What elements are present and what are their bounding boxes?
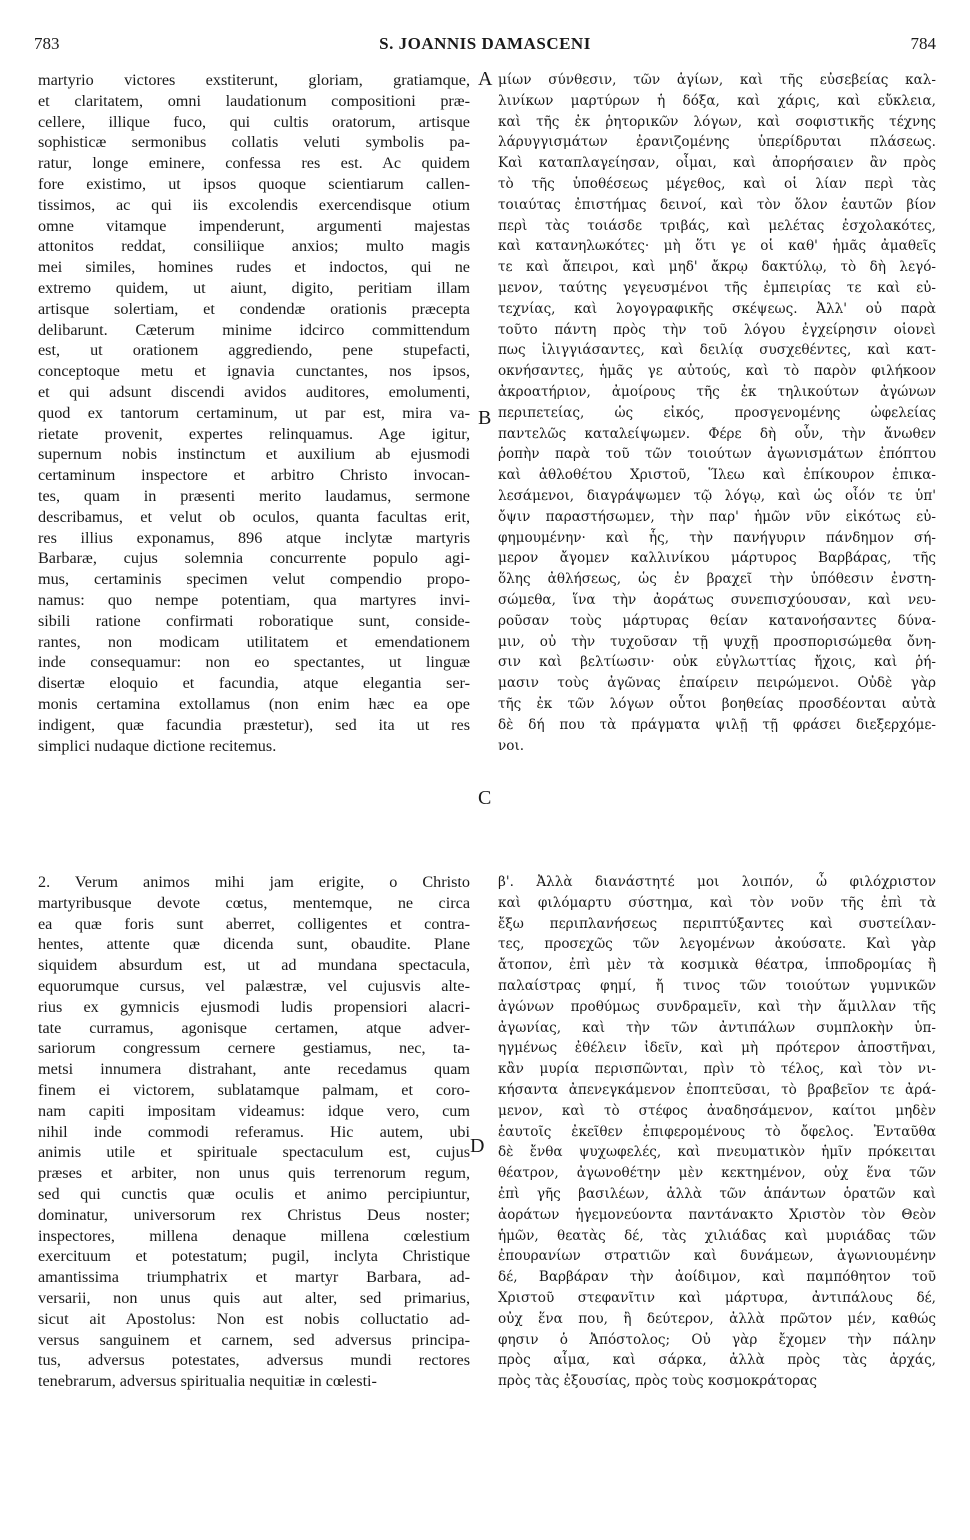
greek-text-line: ἀγωνίας, καὶ τὴν τῶν ἀντιπάλων συμπλοκὴν ὑπ- [498,1019,936,1036]
latin-text-line: martyrio victores exstiterunt, gloriam, gratiamque, [38,71,470,89]
latin-column-block-1 [38,70,470,756]
greek-text-line: ὅλης ἀθλήσεως, ὡς ἐν βραχεῖ τὴν ὑπόθεσιν ἐνστη- [498,571,936,588]
margin-letter-d: D [470,1135,485,1157]
latin-text-line: artisque solertiam, et condendæ orationis præcepta [38,299,470,318]
greek-text-line: οὐχ ἕνα που, ἢ δεύτερον, ἀλλὰ πρῶτον μέν, καθώς [498,1310,936,1327]
latin-text-line: indigent, quæ facundia præstetur), sed ita ut res [38,715,470,734]
greek-text-line: ὄψιν παραστήσωμεν, τὴν παρ' ἡμῶν νῦν εἰκότως εὐ- [498,508,936,525]
greek-text-line: τὸ τῆς ὑποθέσεως μέγεθος, καὶ οἱ λίαν περὶ τὰς [498,175,936,192]
greek-text-line: ηγμένως ἐθέλειν ἰδεῖν, καὶ μὴ πρότερον ἀποστῆναι, [498,1040,936,1057]
greek-text-line: ἔξω περιπλανήσεως περιπτύξαντες καὶ συστείλαν- [498,915,936,932]
greek-text-line: καὶ τῆς ἐκ ῥητορικῶν λόγων, καὶ σοφιστικῆς τέχνης [498,113,936,130]
page-header [34,34,936,58]
latin-text-line: ratur, longe eminere, confessa res est. Ac quidem [38,154,470,173]
greek-text-line: περὶ τὰς τοιάσδε τριβάς, καὶ μελέτας ἐσχολακότες, [498,217,936,234]
greek-column-block-1 [498,70,936,756]
latin-text-line: conceptoque metu et ignavia cunctantes, nos ipsos, [38,362,470,381]
latin-text-line: versus sanguinem et carnem, sed adversus principa- [38,1330,470,1349]
greek-text-line: θέατρον, ἀγωνοθέτην μὲν κεκτημένον, οὐχ ἕνα τῶν [498,1165,936,1182]
greek-text-line: ἀοράτων ἡγεμονεύοντα παντάνακτο Χριστὸν τὸν Θεὸν [498,1206,936,1223]
greek-text-line: ἀγώνων προθύμως συνδραμεῖν, καὶ τὴν ἅμιλλαν τῆς [498,998,936,1015]
latin-text-line: metsi innumera distrahant, ante recedamus quam [38,1060,470,1079]
latin-text-line: animis utile et spirituale spectaculum est, cujus [38,1143,470,1162]
greek-text-line: δὲ ἔνθα ψυχωφελές, καὶ πνευματικὸν ἡμῖν πρόκειται [498,1144,936,1161]
latin-text-line: sed qui cunctis quæ oculis et animo percipiuntur, [38,1184,470,1203]
latin-text-line: tate curramus, agonisque certamen, atque adver- [38,1018,470,1037]
latin-text-line: tes, quam in præsenti merito laudamus, sermone [38,486,470,505]
greek-text-line: πρὸς αἷμα, καὶ σάρκα, ἀλλὰ πρὸς τὰς ἀρχάς, [498,1352,936,1369]
latin-text-line: finem ei victorem, sublatamque palmam, et coro- [38,1080,470,1099]
greek-text-line: παντελῶς καταλείψωμεν. Φέρε δὴ οὖν, τὴν ἄνωθεν [498,425,936,442]
latin-text-line: rantes, non modicam utilitatem et emendationem [38,632,470,651]
latin-text-line: amantissima triumphatrix et martyr Barbara, ad- [38,1268,470,1287]
greek-text-line: μενον, καὶ τὸ στέφος ἀναδησάμενον, καίτοι μηδὲν [498,1102,936,1119]
page-number-right: 784 [910,34,936,53]
latin-text-line: simplici nudaque dictione recitemus. [38,736,277,755]
latin-text-line: sophisticæ sermonibus collatis veluti symbolis pa- [38,133,470,152]
latin-text-line: et claritatem, omni laudationum compositioni præ- [38,91,470,110]
latin-column-block-2 [38,872,470,1392]
greek-text-line: δὲ δή που τὰ πράγματα ψιλῇ τῇ φράσει διεξερχόμε- [498,716,936,733]
latin-text-line: delibarunt. Cæterum minime idcirco committendum [38,320,470,339]
latin-text-line: et qui adsunt discendi avidos auditores, emolumenti, [38,382,470,401]
margin-letter-a: A [478,68,493,90]
greek-text-line: κἂν μυρία περισπῶνται, πρὶν τὸ τέλος, καὶ τὸν νι- [498,1061,936,1078]
greek-text-line: ροῦσαν τοὺς μάρτυρας θείαν κατανοήσαντες δύνα- [498,612,936,629]
latin-text-line: tissimos, ac qui iis excolendis exercendisque otium [38,195,470,214]
greek-text-line: ἄτοπον, ἐπὶ μὲν τὰ κοσμικὰ θέατρα, ἱπποδρομίας ἢ [498,957,936,974]
latin-text-line: supernum nobis instinctum et auxilium ab ejusmodi [38,445,470,464]
greek-text-line: νοι. [498,737,525,754]
latin-text-line: dominatur, universorum rex Christus Deus noster; [38,1205,470,1224]
latin-text-line: cellere, illique fuco, qui cultis oratorum, artisque [38,112,470,131]
greek-text-line: λινίκων μαρτύρων ἡ δόξα, καὶ χάρις, καὶ εὔκλεια, [498,92,936,109]
greek-text-line: Χριστοῦ στεφανῖτιν καὶ μάρτυρα, ἀντιπάλους δέ, [498,1289,936,1306]
latin-text-line: Barbaræ, cujus solemnia concurrente populo agi- [38,549,470,568]
greek-text-line: σώμεθα, ἵνα τὴν ἀοράτως συνεπισχύουσαν, καὶ νευ- [498,591,936,608]
latin-text-line: nihil inde commodi referamus. Hic autem, ubi [38,1122,470,1141]
margin-letter-b: B [478,407,492,429]
greek-text-line: τεχνίας, καὶ λογογραφικῆς σκέψεως. Ἀλλ' οὐ παρὰ [498,300,936,317]
latin-text-line: sariorum congressum cernere gestiamus, nec, ta- [38,1039,470,1058]
latin-text-line: rius ex gymnicis ejusmodi ludis propensiori alacri- [38,997,470,1016]
greek-text-line: λάρυγγισμάτων ἐρανιζομένης ὑπερίδρυται πλάσεως. [498,134,936,151]
greek-text-line: πως ἰλιγγιάσαντες, καὶ δειλίᾳ συσχεθέντες, καὶ κατ- [498,342,936,359]
greek-text-line: καὶ φιλόμαρτυ σύστημα, καὶ τὸν νοῦν τῆς ἐπὶ τὰ [498,894,936,911]
latin-text-line: exercituum et potestatum; pugil, inclyta Christique [38,1247,470,1266]
greek-text-line: καὶ κατανηλωκότες· μὴ ὅτι γε οἱ καθ' ἡμᾶς ἀμαθεῖς [498,238,936,255]
latin-text-line: extremo quidem, ut aiunt, digito, peritiam illam [38,278,470,297]
latin-text-line: disertæ eloquio et facundia, atque elegantia ser- [38,674,470,693]
greek-text-line: ἀκροατήριον, ἀμοίρους τῆς ἐκ τηλικούτων ἀγώνων [498,383,936,400]
latin-text-line: 2. Verum animos mihi jam erigite, o Christo [38,873,470,891]
latin-text-line: præses et arbiter, non unus quis terrenorum regum, [38,1164,470,1183]
greek-text-line: ἐπὶ γῆς βασιλέων, ἀλλὰ τῶν ἁπάντων ὁρατῶν καὶ [498,1185,936,1202]
greek-text-line: καὶ ἀθλοθέτου Χριστοῦ, Ἵλεω καὶ ἐπίκουρον ἐπικα- [498,467,936,484]
latin-text-line: res illius exponamus, 896 atque inclytæ martyris [38,528,470,547]
greek-text-line: ῥοπὴν παρὰ τοῦ τῶν τοιούτων ἀγωνισμάτων ἐπόπτου [498,446,936,463]
greek-text-line: μενον, ταύτης γεγευσμένοι τῆς ἐμπειρίας τε καὶ εὐ- [498,279,936,296]
greek-text-line: β'. Ἀλλὰ διανάστητέ μοι λοιπόν, ὦ φιλόχριστον [498,874,936,890]
page-number-left: 783 [34,34,60,53]
running-title: S. JOANNIS DAMASCENI [379,34,591,53]
greek-text-line: δέ, Βαρβάραν τὴν ἀοίδιμον, καὶ παμπόθητον τοῦ [498,1269,936,1286]
greek-text-line: μασιν τοὺς ἀγῶνας ἐπαίρειν πειρώμενοι. Οὐδὲ γὰρ [498,675,936,692]
latin-text-line: ea quæ foris sunt aberret, colligentes et contra- [38,914,470,933]
latin-text-line: certaminum inspectore et arbitro Christo invocan- [38,466,470,485]
greek-text-line: περιπετείας, ὡς εἰκός, προσγενομένης ὠφελείας [498,404,936,421]
greek-text-line: παλαίστρας φημί, ἤ τινος τῶν τοιούτων γυμνικῶν [498,977,936,994]
greek-text-line: Καὶ καταπλαγείησαν, οἶμαι, καὶ ἀπορήσαιεν ἂν πρὸς [498,155,936,172]
latin-text-line: monis certamina extollamus (non enim hæc ea ope [38,694,470,713]
greek-text-line: μιν, οὐ τὴν τυχοῦσαν τῇ ψυχῇ προσπορισώμεθα ὄνη- [498,633,936,650]
latin-text-line: sibili ratione confirmati roboratique sunt, conside- [38,611,470,630]
latin-text-line: inspectores, millena denaque millena cœlestium [38,1226,470,1245]
latin-text-line: omne vitamque impenderunt, argumenti majestas [38,216,470,235]
latin-text-line: hentes, attente quæ dicenda sunt, obaudite. Plane [38,935,470,954]
latin-text-line: quod ex tantorum certaminum, ut par est, mira va- [38,403,470,422]
greek-text-line: ἐπουρανίων στρατιῶν καὶ δυνάμεων, ἀγωνιουμένην [498,1248,936,1265]
latin-text-line: mus, certaminis specimen velut compendio propo- [38,570,470,589]
greek-text-line: τε καὶ ἄπειροι, καὶ μηδ' ἄκρῳ δακτύλῳ, τὸ δὴ λεγό- [498,259,936,276]
greek-text-line: λεσάμενοι, διαγράψωμεν τῷ λόγῳ, καὶ ὡς οἷόν τε ὑπ' [498,487,936,504]
greek-text-line: ἡμῶν, θεατὰς δέ, τὰς χιλιάδας καὶ μυριάδας τῶν [498,1227,936,1244]
latin-text-line: martyribusque devote cœtus, mentemque, ne circa [38,893,470,912]
latin-text-line: sicut ait Apostolus: Non est nobis colluctatio ad- [38,1309,470,1328]
greek-text-line: ἑαυτοῖς ἐκεῖθεν ἐπιφερομένους τὸ ὄφελος. Ἐνταῦθα [498,1123,936,1140]
greek-text-line: κήσαντα ἀπενεγκάμενον ἐποπτεῦσαι, τὸ βραβεῖον τε ἀρά- [498,1081,936,1098]
latin-text-line: siquidem absurdum est, ut ad mundana spectacula, [38,956,470,975]
latin-text-line: mei similes, homines rudes et indoctos, qui ne [38,258,470,277]
greek-text-line: σιν καὶ βελτίωσιν· οὐκ εὐγλωττίας ἤχοις, καὶ ῥή- [498,654,936,671]
greek-column-block-2 [498,872,936,1392]
latin-text-line: versarii, non unus quis aut alter, sed primarius, [38,1288,470,1307]
latin-text-line: nam capiti impositam videamus: idque vero, cum [38,1101,470,1120]
latin-text-line: attonitos reddat, consiliique anxios; multo magis [38,237,470,256]
latin-text-line: est, ut orationem aggrediendo, pene stupefacti, [38,341,470,360]
greek-text-line: φημουμένην· καὶ ἧς, τὴν πανήγυριν πάνδημον σή- [498,529,936,546]
latin-text-line: tus, adversus potestates, adversus mundi rectores [38,1351,470,1370]
latin-text-line: rietate provenit, expertes relinquamus. Age igitur, [38,424,470,443]
greek-text-line: φησιν ὁ Ἀπόστολος; Οὐ γὰρ ἔχομεν τὴν πάλην [498,1331,936,1348]
greek-text-line: οκνήσαντες, ἡμᾶς γε αὐτούς, καὶ τὸ παρὸν φιλήκοον [498,363,936,380]
margin-letter-c: C [478,787,492,809]
latin-text-line: inde consequamur: non eo spectantes, ut linguæ [38,653,470,672]
latin-text-line: namus: quo nempe potentiam, qua martyres invi- [38,590,470,609]
greek-text-line: τες, προσεχῶς τῶν λεγομένων ἀκούσατε. Καὶ γὰρ [498,936,936,953]
greek-text-line: τοιαύτας ἐπιστήμας δεινοί, καὶ τὸν ὅλον ἑαυτῶν βίον [498,196,936,213]
latin-text-line: tenebrarum, adversus spiritualia nequitiæ in cœlesti- [38,1372,377,1391]
greek-text-line: πρὸς τὰς ἐξουσίας, πρὸς τοὺς κοσμοκράτορας [498,1373,818,1390]
greek-text-line: μίων σύνθεσιν, τῶν ἁγίων, καὶ τῆς εὐσεβείας καλ- [498,72,936,88]
latin-text-line: describamus, et velut ob oculos, quanta facultas erit, [38,507,470,526]
greek-text-line: τοῦτο πάντη πρὸς τὴν τοῦ λόγου ἐγχείρησιν οἱονεὶ [498,321,936,338]
latin-text-line: equorumque cursus, vel palæstræ, vel cujusvis alte- [38,976,470,995]
latin-text-line: fore existimo, ut ipsos quoque scientiarum callen- [38,174,470,193]
greek-text-line: τῆς ἐκ τῶν λόγων οὗτοι βοηθείας προσδέονται αὐτὰ [498,695,936,712]
greek-text-line: μερον ἄγομεν καλλινίκου μάρτυρος Βαρβάρας, τῆς [498,550,936,567]
